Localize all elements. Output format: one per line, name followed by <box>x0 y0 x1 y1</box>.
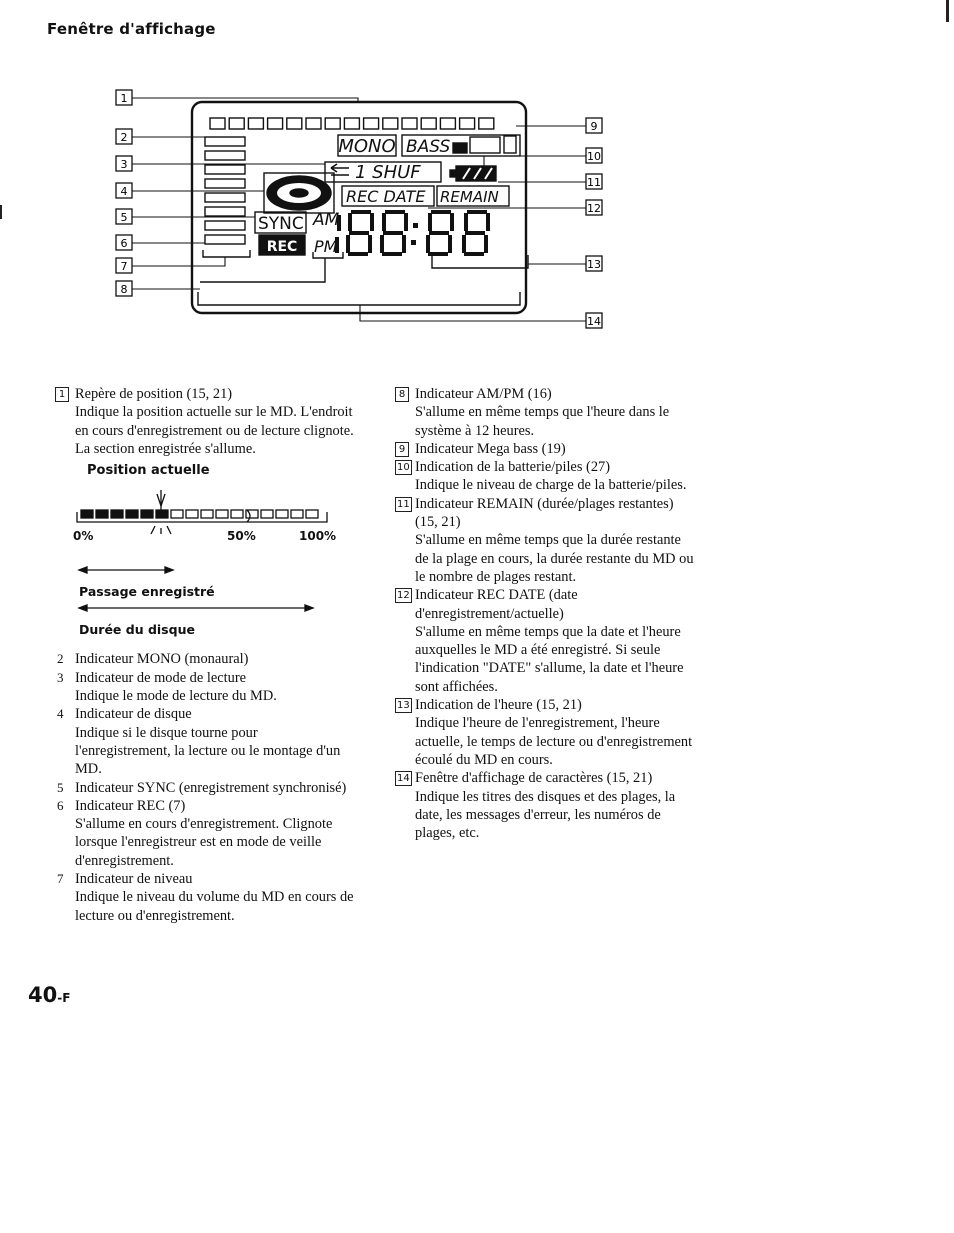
lcd-display-diagram <box>110 80 610 340</box>
position-segment <box>141 510 153 518</box>
position-marker-figure <box>65 482 355 642</box>
digit-segment <box>385 210 405 214</box>
position-segment <box>248 118 263 129</box>
item-number: 8 <box>395 387 409 402</box>
item-description: S'allume en même temps que l'heure dans le système à 12 heures. <box>415 404 670 439</box>
item-description: S'allume en même temps que la date et l'heure auxquelles le MD a été enregistré. Si seule l'indication "DATE" s'allume, la date et l'heure sont affichées. <box>415 623 684 695</box>
item-number: 9 <box>395 442 409 457</box>
tick-0-label: 0% <box>73 529 94 544</box>
position-segment <box>291 510 303 518</box>
digit-segment <box>486 213 490 231</box>
list-item <box>395 696 695 769</box>
item-title: Indicateur AM/PM (16) <box>415 386 552 402</box>
level-bar <box>205 193 245 202</box>
item-title: Indicateur de niveau <box>75 871 193 888</box>
digit-segment <box>370 213 374 231</box>
position-segment <box>268 118 283 129</box>
item-title: Indicateur REC DATE (date d'enregistrement/actuelle) <box>415 587 578 622</box>
item-title: Indicateur de disque <box>75 706 192 723</box>
item-title: Indicateur SYNC (enregistrement synchronisé) <box>75 779 347 796</box>
item-number: 13 <box>397 700 410 712</box>
callout-number: 9 <box>590 120 598 133</box>
list-item <box>55 870 355 925</box>
item-title: Indicateur REMAIN (durée/plages restantes) (15, 21) <box>415 495 674 531</box>
item-number: 2 <box>57 651 64 667</box>
left-column <box>55 385 355 925</box>
lcd-rec-date-label: REC DATE <box>346 187 426 206</box>
item-title: Fenêtre d'affichage de caractères (15, 21) <box>415 770 653 787</box>
callout-number: 1 <box>120 92 128 105</box>
position-segment <box>460 118 475 129</box>
tick-100-label: 100% <box>299 529 337 544</box>
callout-number: 6 <box>120 237 128 250</box>
level-bar <box>205 137 245 146</box>
digit-segment <box>450 213 454 231</box>
disc-duration-label: Durée du disque <box>79 622 195 638</box>
callout-number: 13 <box>587 258 601 271</box>
page-number-suffix: -F <box>57 991 71 1005</box>
digit-segment <box>465 231 485 235</box>
bass-level-1-icon <box>453 143 467 153</box>
page-number <box>28 983 70 1007</box>
list-item <box>55 797 355 870</box>
item-title: Indicateur de mode de lecture <box>75 669 247 686</box>
position-segment <box>156 510 168 518</box>
digit-segment <box>464 213 468 231</box>
leader-line <box>484 156 586 166</box>
position-segment <box>231 510 243 518</box>
digit-segment <box>428 252 448 256</box>
disc-icon <box>264 173 334 213</box>
bass-level-2-icon <box>470 137 500 153</box>
item-description: Indique l'heure de l'enregistrement, l'heure actuelle, le temps de lecture ou d'enregistrement écoulé du MD en cours. <box>415 715 693 768</box>
lcd-rec-label: REC <box>266 239 298 255</box>
position-segment <box>325 118 340 129</box>
callout-number: 12 <box>587 202 601 215</box>
lcd-bass-label: BASS <box>406 137 451 157</box>
digit-segment <box>380 235 384 253</box>
digit-segment <box>368 235 372 253</box>
position-segment <box>210 118 225 129</box>
position-segment <box>216 510 228 518</box>
item-number: 3 <box>57 669 64 685</box>
position-segment <box>81 510 93 518</box>
position-segment <box>111 510 123 518</box>
list-item <box>395 440 695 458</box>
recorded-passage-label: Passage enregistré <box>79 584 215 600</box>
position-segment <box>96 510 108 518</box>
item-description: Indique le niveau de charge de la batterie/piles. <box>415 477 687 494</box>
item-description: S'allume en même temps que la durée restante de la plage en cours, la durée restante du MD ou le nombre de plages restant. <box>415 532 694 585</box>
digit-segment <box>467 210 487 214</box>
position-segment <box>306 118 321 129</box>
callout-number: 7 <box>120 260 128 273</box>
item-number: 14 <box>397 773 410 785</box>
digit-segment <box>429 231 449 235</box>
position-segment <box>276 510 288 518</box>
item-title: Indication de la batterie/piles (27) <box>415 459 610 476</box>
page-number-value: 40 <box>28 983 58 1007</box>
position-segment <box>440 118 455 129</box>
position-segment <box>364 118 379 129</box>
level-bar <box>205 221 245 230</box>
position-segment <box>186 510 198 518</box>
right-column <box>395 385 695 842</box>
digit-segment <box>348 213 352 231</box>
item-description: Indique les titres des disques et des plages, la date, les messages d'erreur, les numéros de plages, etc. <box>415 788 676 842</box>
position-segment <box>479 118 494 129</box>
position-segment <box>344 118 359 129</box>
position-segment <box>287 118 302 129</box>
position-segment <box>171 510 183 518</box>
item-number: 12 <box>397 590 410 602</box>
item-number: 4 <box>57 706 64 722</box>
time-digits <box>335 210 490 256</box>
digit-segment <box>404 213 408 231</box>
position-segment <box>383 118 398 129</box>
list-item <box>55 669 355 706</box>
position-segment <box>306 510 318 518</box>
list-item <box>55 650 355 668</box>
position-segment <box>201 510 213 518</box>
list-item <box>395 769 695 842</box>
crop-mark-left <box>0 205 2 219</box>
position-segment <box>261 510 273 518</box>
item-title: Indication de l'heure (15, 21) <box>415 697 582 714</box>
list-item <box>55 705 355 778</box>
callout-number: 14 <box>587 315 601 328</box>
digit-segment <box>411 240 416 245</box>
item-number: 6 <box>57 797 64 813</box>
digit-segment <box>402 235 406 253</box>
list-item <box>395 385 695 440</box>
position-segment <box>402 118 417 129</box>
callout-number: 8 <box>120 283 128 296</box>
item-title: Indicateur REC (7) <box>75 797 186 814</box>
digit-segment <box>382 252 402 256</box>
position-segment <box>421 118 436 129</box>
position-segment <box>126 510 138 518</box>
digit-segment <box>351 210 371 214</box>
item-description: Indique si le disque tourne pour l'enregistrement, la lecture ou le montage d'un MD. <box>75 724 341 778</box>
item-number: 10 <box>397 462 410 474</box>
item-number: 1 <box>55 387 69 402</box>
digit-segment <box>413 223 418 228</box>
item-title: Indicateur MONO (monaural) <box>75 651 249 668</box>
digit-segment <box>464 252 484 256</box>
list-item <box>395 495 695 586</box>
item-number: 5 <box>57 779 64 795</box>
digit-segment <box>346 235 350 253</box>
item-title: Repère de position (15, 21) <box>75 386 233 402</box>
level-bar <box>205 207 245 216</box>
digit-segment <box>348 252 368 256</box>
digit-segment <box>462 235 466 253</box>
level-bar <box>205 235 245 244</box>
digit-segment <box>484 235 488 253</box>
digit-segment <box>431 210 451 214</box>
callout-number: 11 <box>587 176 601 189</box>
callout-number: 4 <box>120 185 128 198</box>
battery-icon <box>450 166 496 181</box>
lcd-shuf-label: 1 SHUF <box>355 162 421 183</box>
digit-segment <box>349 231 369 235</box>
lcd-sync-label: SYNC <box>258 214 304 234</box>
item-number: 11 <box>397 498 410 510</box>
tick-50-label: 50% <box>227 529 256 544</box>
digit-segment <box>383 231 403 235</box>
lcd-remain-label: REMAIN <box>440 188 499 206</box>
digit-segment <box>426 235 430 253</box>
page-heading: Fenêtre d'affichage <box>47 20 216 38</box>
list-item <box>395 586 695 696</box>
item-description: Indique la position actuelle sur le MD. L'endroit en cours d'enregistrement ou de lecture clignote. La section enregistrée s'allume. <box>75 404 354 457</box>
item-description: Indique le mode de lecture du MD. <box>75 688 277 705</box>
item-title: Indicateur Mega bass (19) <box>415 440 566 457</box>
level-bar <box>205 151 245 160</box>
list-item <box>395 458 695 495</box>
position-segments <box>210 118 494 129</box>
level-bar <box>205 165 245 174</box>
callout-number: 3 <box>120 158 128 171</box>
item-description: Indique le niveau du volume du MD en cours de lecture ou d'enregistrement. <box>75 889 354 924</box>
position-figure-title: Position actuelle <box>87 463 210 479</box>
item-description: S'allume en cours d'enregistrement. Clignote lorsque l'enregistreur est en mode de veille d'enregistrement. <box>75 816 333 869</box>
list-item <box>55 385 355 458</box>
lcd-pm-label: PM <box>314 237 338 256</box>
digit-segment <box>382 213 386 231</box>
leader-line <box>132 257 225 266</box>
callout-number: 5 <box>120 211 128 224</box>
callout-number: 10 <box>587 150 601 163</box>
item-number: 7 <box>57 871 64 887</box>
level-bar <box>205 179 245 188</box>
digit-segment <box>448 235 452 253</box>
position-segments-row <box>81 510 318 518</box>
callout-number: 2 <box>120 131 128 144</box>
lcd-mono-label: MONO <box>338 136 396 157</box>
digit-segment <box>428 213 432 231</box>
crop-mark-top-right <box>946 0 949 22</box>
lcd-am-label: AM <box>313 210 340 230</box>
list-item <box>55 779 355 797</box>
position-segment <box>229 118 244 129</box>
